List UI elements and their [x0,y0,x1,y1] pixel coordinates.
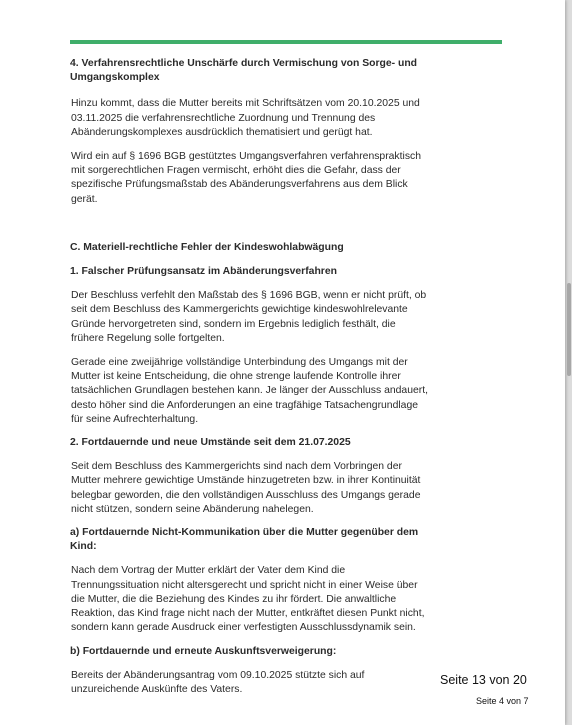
text-line: nicht stützen, sondern seine Abänderung nahelegen. [71,503,314,515]
section-c2-paragraph-1 [70,460,502,517]
text-line: Abänderungskomplexes ausdrücklich thematisiert und gerügt hat. [71,126,373,138]
section-cb-paragraph-1 [70,669,502,697]
text-line: 03.11.2025 die verfahrensrechtliche Zuordnung und Trennung des [71,112,376,124]
section-cb-heading: b) Fortdauernde und erneute Auskunftsverweigerung: [70,645,337,657]
section-4-paragraph-1 [70,97,502,140]
section-c2-heading: 2. Fortdauernde und neue Umstände seit dem 21.07.2025 [70,437,351,449]
section-c1-heading: 1. Falscher Prüfungsansatz im Abänderungsverfahren [70,266,337,278]
text-line: Mutter mehrere gewichtige Umstände hinzugetreten bzw. in ihrer Kontinuität [71,475,421,487]
section-ca-heading [70,526,502,554]
heading-line: 4. Verfahrensrechtliche Unschärfe durch Vermischung von Sorge- und [70,58,418,69]
text-line: tatsächlichen Grundlagen bestehen kann. Je länger der Ausschluss andauert, [71,385,428,397]
section-c1-paragraph-1 [70,289,502,346]
header-accent-bar [70,40,502,44]
section-ca-paragraph-1 [70,564,502,635]
section-c-heading: C. Materiell-rechtliche Fehler der Kindeswohlabwägung [70,241,344,253]
text-line: Nach dem Vortrag der Mutter erklärt der Vater dem Kind die [71,565,346,577]
text-line: Wird ein auf § 1696 BGB gestütztes Umgangsverfahren verfahrenspraktisch [71,151,421,163]
text-line: sondern kann gerade Ausdruck einer verfestigten Ausschlussdynamik sein. [71,622,416,634]
heading-line: a) Fortdauernde Nicht-Kommunikation über die Mutter gegenüber dem [70,527,419,539]
text-line: Trennungssituation nicht altersgerecht und spricht nicht in einer Weise über [71,579,418,591]
section-c1-paragraph-2 [70,356,502,427]
section-4-heading [70,57,502,85]
document-content [70,57,502,697]
text-line: Der Beschluss verfehlt den Maßstab des § 1696 BGB, wenn er nicht prüft, ob [71,290,427,302]
text-line: desto höher sind die Anforderungen an eine tragfähige Tatsachengrundlage [71,399,419,411]
heading-line: Umgangskomplex [70,72,160,84]
text-line: Hinzu kommt, dass die Mutter bereits mit Schriftsätzen vom 20.10.2025 und [71,98,420,110]
text-line: Bereits der Abänderungsantrag vom 09.10.2025 stützte sich auf [71,669,365,681]
text-line: Seit dem Beschluss des Kammergerichts sind nach dem Vorbringen der [71,461,402,473]
text-line: Reaktion, das Kind frage nicht nach der Mutter, entkräftet diesen Punkt nicht, [71,608,425,620]
text-line: mit sorgerechtlichen Fragen vermischt, erhöht dies die Gefahr, dass der [71,165,401,177]
heading-line: Kind: [70,541,97,553]
text-line: spezifische Prüfungsmaßstab des Abänderungsverfahrens aus dem Blick [71,179,408,191]
scrollbar-thumb[interactable] [567,283,571,376]
text-line: seit dem Beschluss des Kammergerichts gewichtige kindeswohlrelevante [71,304,408,316]
text-line: für seine Aufrechterhaltung. [71,413,199,425]
page-number-main: Seite 13 von 20 [440,673,527,687]
section-4-paragraph-2 [70,150,502,207]
text-line: frühere Regelung solle fortgelten. [71,332,225,344]
page-number-sub: Seite 4 von 7 [476,696,529,706]
text-line: unzureichende Auskünfte des Vaters. [71,683,243,695]
text-line: Gerade eine zweijährige vollständige Unterbindung des Umgangs mit der [71,357,408,369]
text-line: die Mutter, die die Beziehung des Kindes zu ihr fördert. Die anwaltliche [71,593,397,605]
text-line: Mutter ist keine Entscheidung, die ohne strenge laufende Kontrolle ihrer [71,371,401,383]
text-line: belegbar geworden, die den vollständigen Ausschluss des Umgangs gerade [71,489,421,501]
text-line: gerät. [71,193,98,205]
text-line: Gründe hervorgetreten sind, sondern im Ergebnis lediglich festhält, die [71,318,396,330]
